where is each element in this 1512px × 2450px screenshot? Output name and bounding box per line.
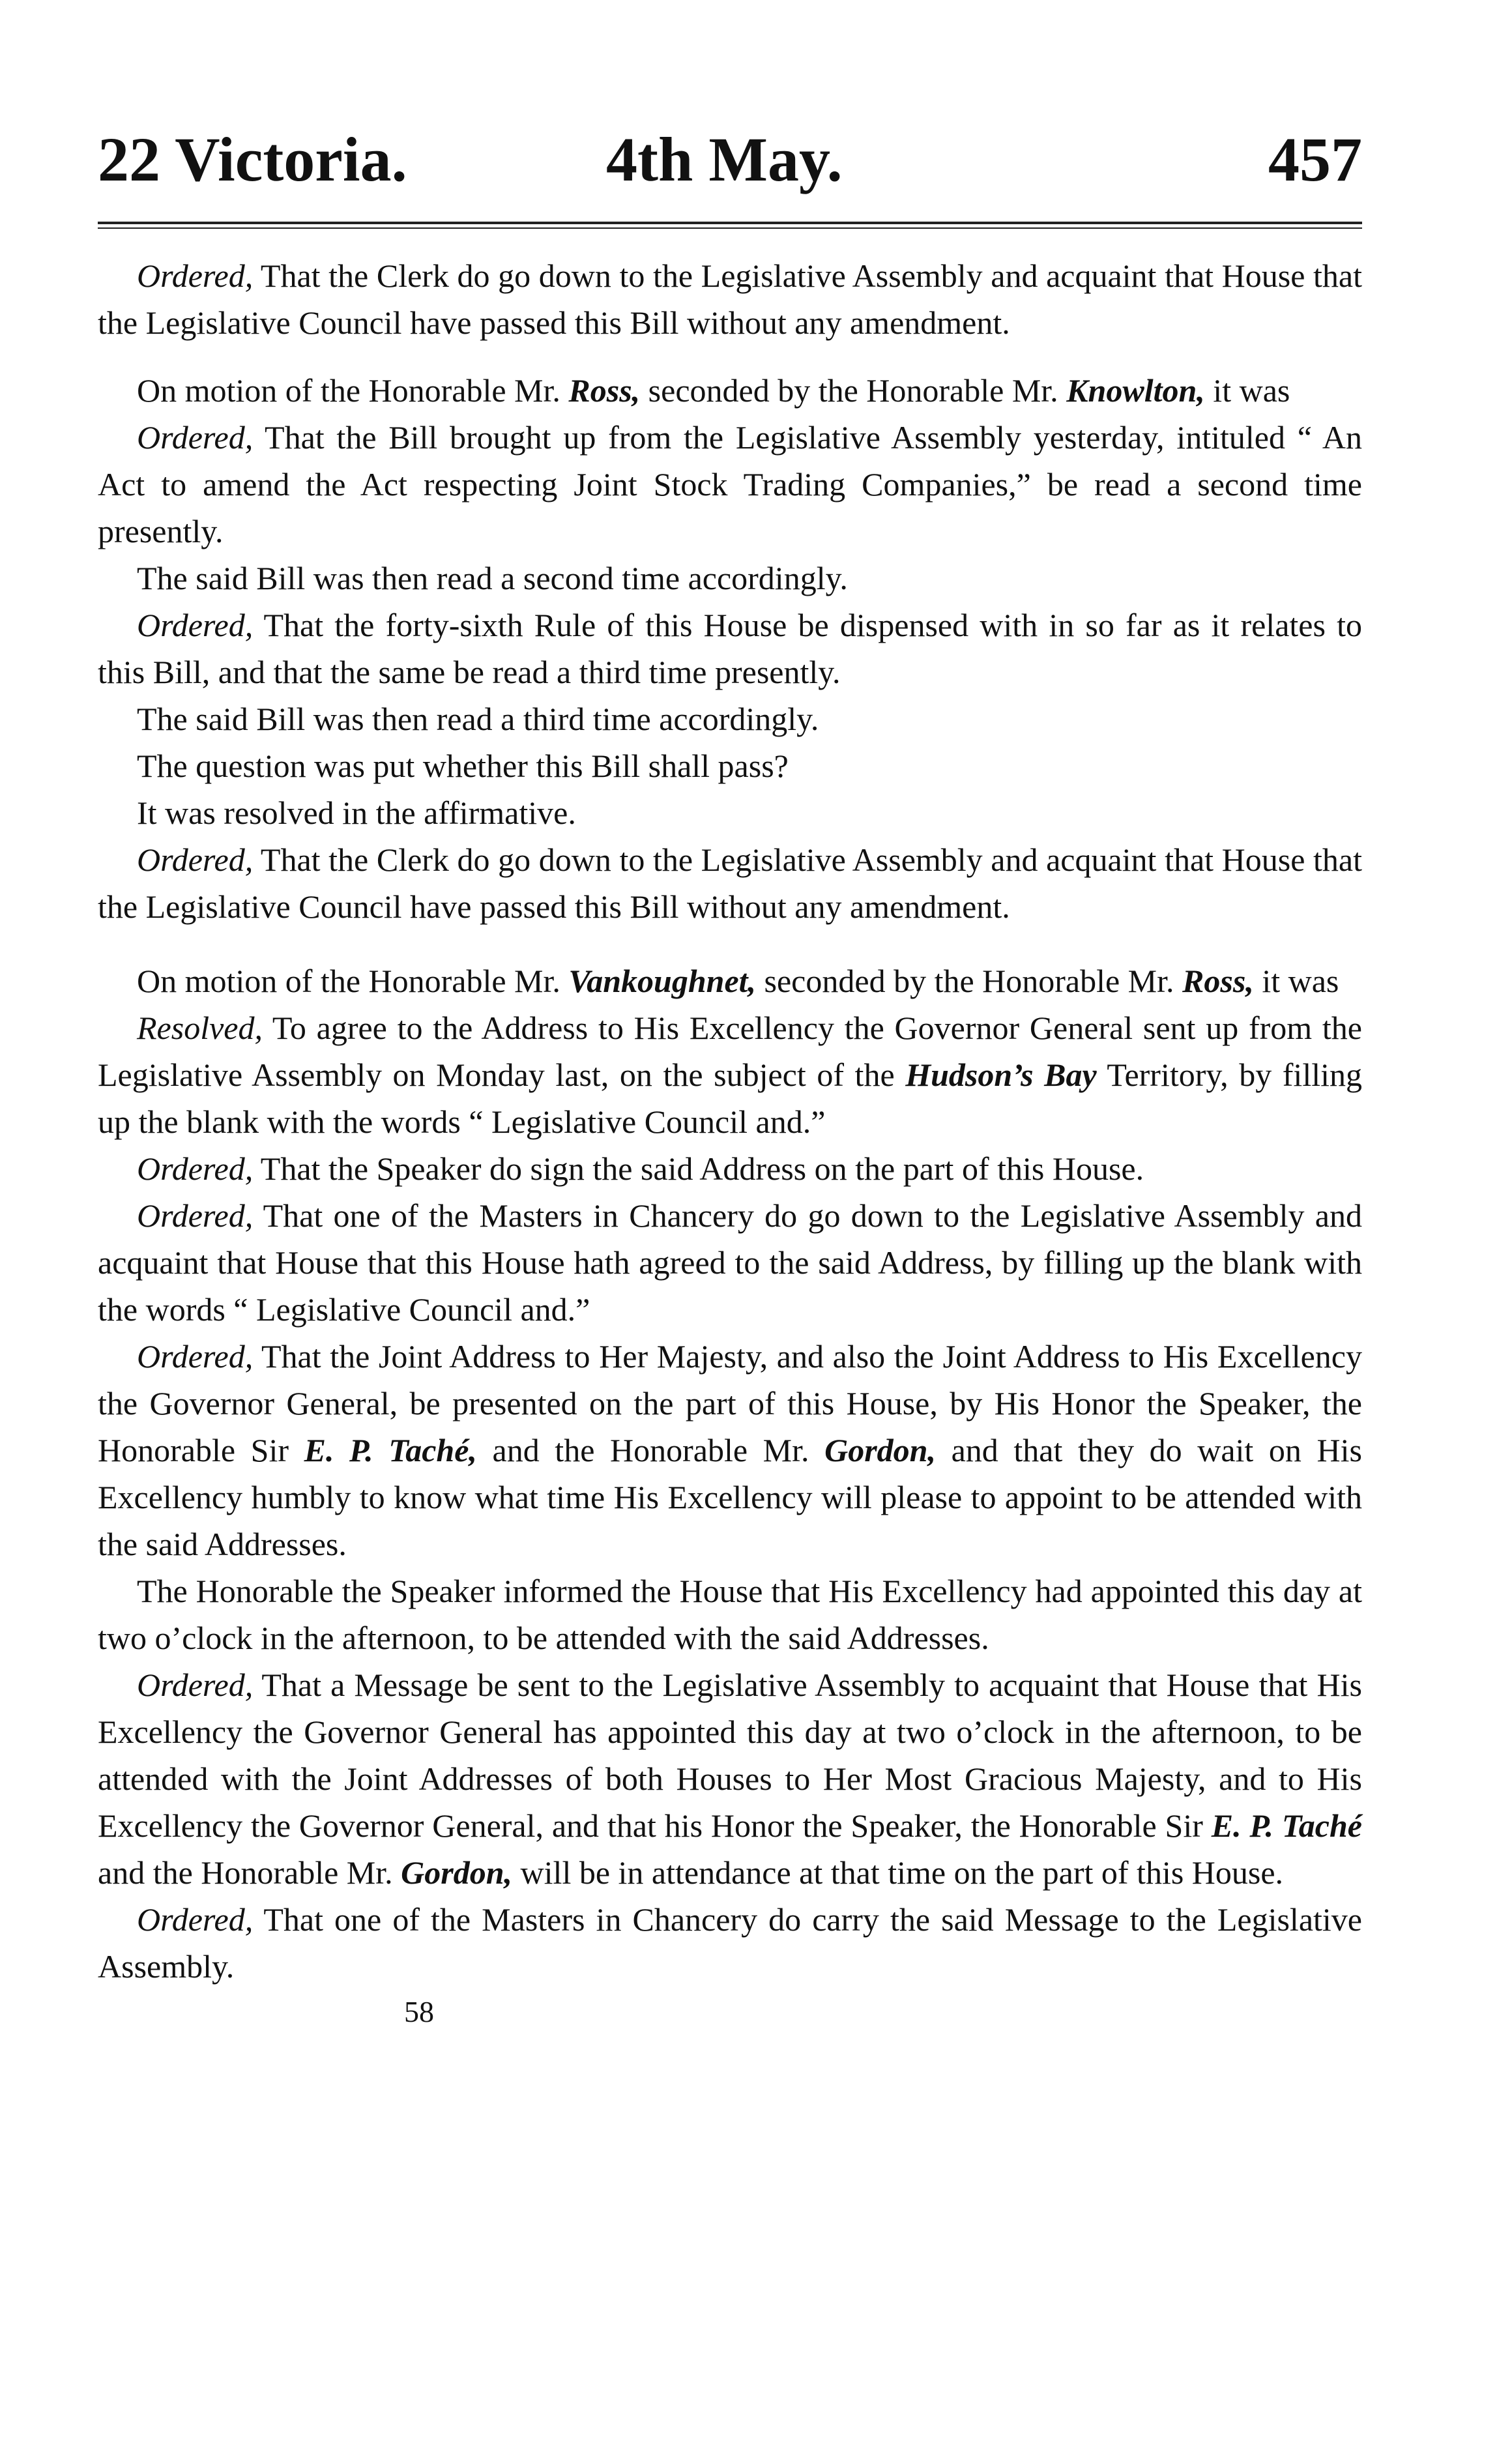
- paragraph-text: That one of the Masters in Chancery do carry the said Message to the Legislative Assembly.: [98, 1901, 1362, 1985]
- member-name: Gordon,: [824, 1432, 936, 1468]
- paragraph-12: [98, 1145, 1362, 1192]
- paragraph-text: will be in attendance at that time on the part of this House.: [512, 1854, 1284, 1891]
- member-name: E. P. Taché,: [304, 1432, 477, 1468]
- header-date: 4th May.: [606, 124, 843, 194]
- paragraph-text: and the Honorable Mr.: [476, 1432, 825, 1468]
- paragraph-text: That the Clerk do go down to the Legislative Assembly and acquaint that House that the Legislative Council have passed this Bill without any amendment.: [98, 841, 1362, 925]
- journal-body: [98, 252, 1362, 2032]
- paragraph-text: The Honorable the Speaker informed the House that His Excellency had appointed this day at two o’clock in the afternoon, to be attended with the said Addresses.: [98, 1573, 1362, 1656]
- paragraph-text: it was: [1204, 372, 1290, 409]
- ordered-label: Ordered,: [137, 841, 254, 878]
- member-name: Ross,: [568, 372, 641, 409]
- paragraph-text: it was: [1253, 963, 1339, 999]
- paragraph-14: [98, 1333, 1362, 1568]
- page: [98, 117, 1362, 2032]
- paragraph-9: [98, 836, 1362, 930]
- paragraph-text: The said Bill was then read a third time accordingly.: [137, 701, 819, 737]
- signature-mark: 58: [404, 1995, 434, 2028]
- paragraph-text: That the Joint Address to Her Majesty, and also the Joint Address to His Excellency the Governor General, be presented on the part of this House, by His Honor the Speaker, the Honorable Sir: [98, 1338, 1362, 1468]
- ordered-label: Ordered,: [137, 1338, 254, 1375]
- paragraph-text: That the Speaker do sign the said Address on the part of this House.: [253, 1150, 1144, 1187]
- paragraph-11: [98, 1004, 1362, 1145]
- member-name: Gordon,: [401, 1854, 513, 1891]
- running-header: [98, 117, 1362, 202]
- paragraph-text: and the Honorable Mr.: [98, 1854, 401, 1891]
- member-name: Vankoughnet,: [568, 963, 757, 999]
- paragraph-17: [98, 1896, 1362, 1990]
- paragraph-text: On motion of the Honorable Mr.: [137, 963, 569, 999]
- paragraph-8: [98, 789, 1362, 836]
- ordered-label: Ordered,: [137, 419, 254, 456]
- ordered-label: Ordered,: [137, 257, 254, 294]
- paragraph-4: [98, 555, 1362, 602]
- paragraph-2: [98, 367, 1362, 414]
- paragraph-text: That the Clerk do go down to the Legislative Assembly and acquaint that House that the Legislative Council have passed this Bill without any amendment.: [98, 257, 1362, 341]
- paragraph-text: The question was put whether this Bill shall pass?: [137, 748, 789, 784]
- paragraph-text: That a Message be sent to the Legislative Assembly to acquaint that House that His Excellency the Governor General has appointed this day at two o’clock in the afternoon, to be attended with the Joint Addresses of both Houses to Her Most Gracious Majesty, and to His Excellency the Governor General, and that his Honor the Speaker, the Honorable Sir: [98, 1667, 1362, 1844]
- paragraph-7: [98, 742, 1362, 789]
- paragraph-text: To agree to the Address to His Excellency the Governor General sent up from the Legislative Assembly on Monday last, on the subject of the: [98, 1010, 1362, 1093]
- paragraph-text: Territory, by filling up the blank with the words “ Legislative Council and.”: [98, 1057, 1363, 1140]
- page-number: 457: [1268, 124, 1362, 194]
- paragraph-1: [98, 252, 1362, 346]
- paragraph-10: [98, 957, 1362, 1004]
- ordered-label: Ordered,: [137, 1667, 254, 1703]
- member-name: E. P. Taché: [1211, 1807, 1362, 1844]
- member-name: Knowlton,: [1066, 372, 1205, 409]
- paragraph-5: [98, 602, 1362, 695]
- paragraph-text: That one of the Masters in Chancery do go down to the Legislative Assembly and acquaint that House that this House hath agreed to the said Address, by filling up the blank with the words “ Legislative Council and.”: [98, 1197, 1362, 1328]
- paragraph-text: and that they do wait on His Excellency humbly to know what time His Excellency will please to appoint to be attended with the said Addresses.: [98, 1432, 1362, 1562]
- ordered-label: Ordered,: [137, 1901, 254, 1938]
- ordered-label: Ordered,: [137, 1197, 254, 1234]
- territory-name: Hudson’s Bay: [905, 1057, 1097, 1093]
- paragraph-text: That the forty-sixth Rule of this House be dispensed with in so far as it relates to this Bill, and that the same be read a third time presently.: [98, 607, 1362, 690]
- paragraph-text: The said Bill was then read a second time accordingly.: [137, 560, 848, 596]
- paragraph-text: seconded by the Honorable Mr.: [756, 963, 1183, 999]
- ordered-label: Ordered,: [137, 1150, 254, 1187]
- paragraph-3: [98, 414, 1362, 555]
- paragraph-15: [98, 1568, 1362, 1661]
- resolved-label: Resolved,: [137, 1010, 263, 1046]
- ordered-label: Ordered,: [137, 607, 254, 643]
- paragraph-text: seconded by the Honorable Mr.: [640, 372, 1067, 409]
- paragraph-text: On motion of the Honorable Mr.: [137, 372, 569, 409]
- paragraph-16: [98, 1661, 1362, 1896]
- header-rule: [98, 222, 1362, 229]
- paragraph-text: It was resolved in the affirmative.: [137, 795, 576, 831]
- header-session: 22 Victoria.: [98, 124, 407, 194]
- paragraph-6: [98, 695, 1362, 742]
- paragraph-text: That the Bill brought up from the Legislative Assembly yesterday, intituled “ An Act to amend the Act respecting Joint Stock Trading Companies,” be read a second time presently.: [98, 419, 1362, 549]
- paragraph-13: [98, 1192, 1362, 1333]
- member-name: Ross,: [1182, 963, 1254, 999]
